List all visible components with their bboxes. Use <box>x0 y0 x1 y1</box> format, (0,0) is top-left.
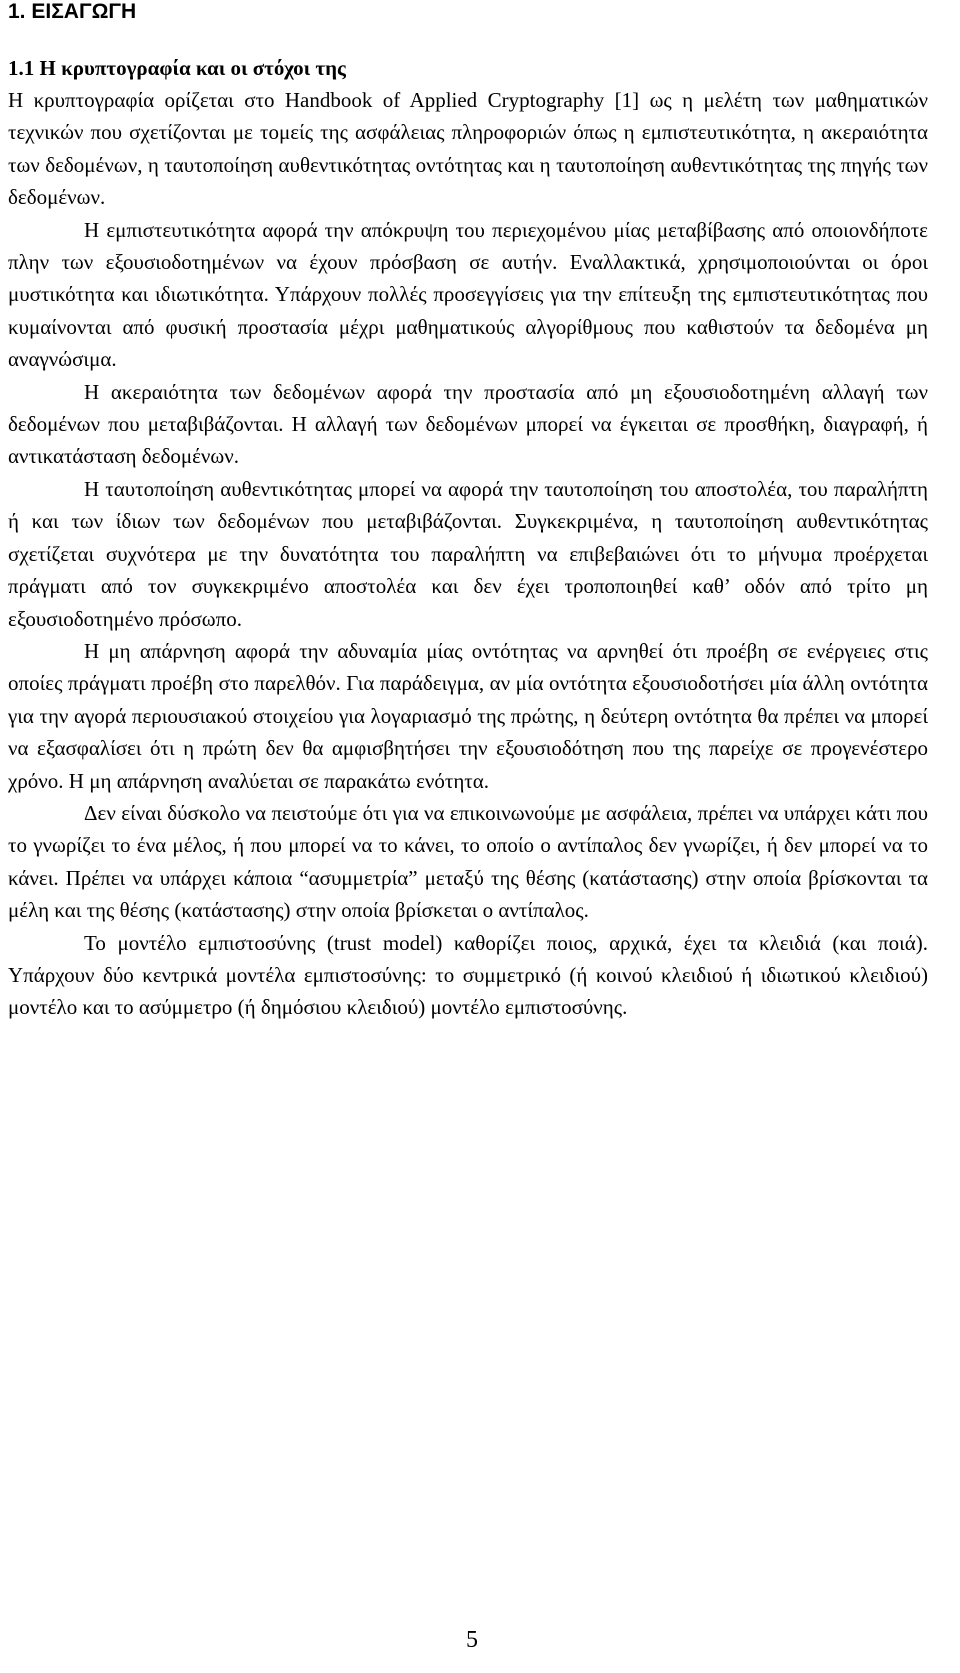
document-page <box>8 0 928 1024</box>
page-number: 5 <box>466 1627 478 1653</box>
paragraph-non-repudiation: Η μη απάρνηση αφορά την αδυναμία μίας οντότητας να αρνηθεί ότι προέβη σε ενέργειες στις οποίες πράγματι προέβη στο παρελθόν. Για παράδειγμα, αν μία οντότητα εξουσιοδοτήσει μία άλλη οντότητα για την αγορά περιουσιακού στοιχείου για λογαριασμό της πρώτης, η δεύτερη οντότητα θα πρέπει να μπορεί να εξασφαλίσει ότι η πρώτη δεν θα αμφισβητήσει την εξουσιοδότηση που της παρείχε σε προγενέστερο χρόνο. Η μη απάρνηση αναλύεται σε παρακάτω ενότητα. <box>8 638 928 793</box>
paragraph-definition: Η κρυπτογραφία ορίζεται στο Handbook of Applied Cryptography [1] ως η μελέτη των μαθηματικών τεχνικών που σχετίζονται με τομείς της ασφάλειας πληροφοριών όπως η εμπιστευτικότητα, η ακεραιότητα των δεδομένων, η ταυτοποίηση αυθεντικότητας οντότητας και η ταυτοποίηση αυθεντικότητας της πηγής των δεδομένων. <box>8 88 928 210</box>
chapter-heading: 1. ΕΙΣΑΓΩΓΗ <box>8 0 137 23</box>
paragraph-trust-model: Το μοντέλο εμπιστοσύνης (trust model) καθορίζει ποιος, αρχικά, έχει τα κλειδιά (και ποιά). Υπάρχουν δύο κεντρικά μοντέλα εμπιστοσύνης: το συμμετρικό (ή κοινού κλειδιού ή ιδιωτικού κλειδιού) μοντέλο και το ασύμμετρο (ή δημόσιου κλειδιού) μοντέλο εμπιστοσύνης. <box>8 930 928 1020</box>
paragraph-data-integrity: Η ακεραιότητα των δεδομένων αφορά την προστασία από μη εξουσιοδοτημένη αλλαγή των δεδομένων που μεταβιβάζονται. Η αλλαγή των δεδομένων μπορεί να έγκειται σε προσθήκη, διαγραφή, ή αντικατάσταση δεδομένων. <box>8 379 928 469</box>
paragraph-asymmetry: Δεν είναι δύσκολο να πειστούμε ότι για να επικοινωνούμε με ασφάλεια, πρέπει να υπάρχει κάτι που το γνωρίζει το ένα μέλος, ή που μπορεί να το κάνει, το οποίο ο αντίπαλος δεν γνωρίζει, ή δεν μπορεί να το κάνει. Πρέπει να υπάρχει κάποια “ασυμμετρία” μεταξύ της θέσης (κατάστασης) στην οποία βρίσκονται τα μέλη και της θέσης (κατάστασης) στην οποία βρίσκεται ο αντίπαλος. <box>8 800 928 923</box>
paragraph-confidentiality: Η εμπιστευτικότητα αφορά την απόκρυψη του περιεχομένου μίας μεταβίβασης από οποιονδήποτε πλην των εξουσιοδοτημένων να έχουν πρόσβαση σε αυτήν. Εναλλακτικά, χρησιμοποιούνται οι όροι μυστικότητα και ιδιωτικότητα. Υπάρχουν πολλές προσεγγίσεις για την επίτευξη της εμπιστευτικότητας που κυμαίνονται από φυσική προστασία μέχρι μαθηματικούς αλγορίθμους που καθιστούν τα δεδομένα μη αναγνώσιμα. <box>8 217 928 372</box>
paragraph-authentication: Η ταυτοποίηση αυθεντικότητας μπορεί να αφορά την ταυτοποίηση του αποστολέα, του παραλήπτη ή και των ίδιων των δεδομένων που μεταβιβάζονται. Συγκεκριμένα, η ταυτοποίηση αυθεντικότητας σχετίζεται συχνότερα με την δυνατότητα του παραλήπτη να επιβεβαιώνει ότι το μήνυμα προέρχεται πράγματι από τον συγκεκριμένο αποστολέα και δεν έχει τροποποιηθεί καθ’ οδόν από τρίτο μη εξουσιοδοτημένο πρόσωπο. <box>8 476 928 631</box>
section-heading: 1.1 Η κρυπτογραφία και οι στόχοι της <box>8 56 346 80</box>
